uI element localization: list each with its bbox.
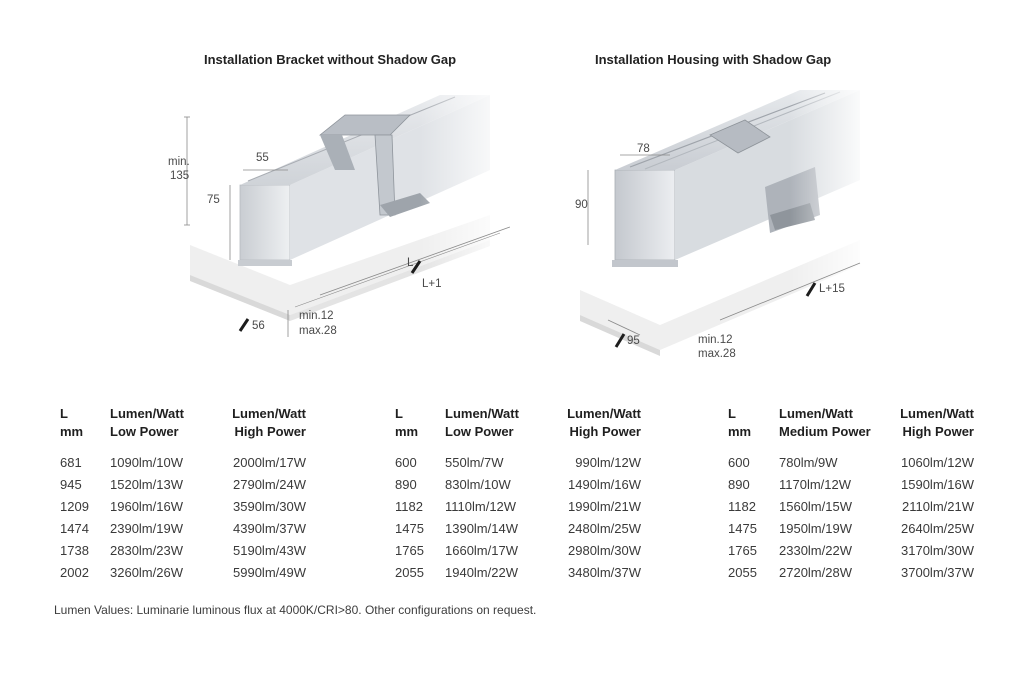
profile-width-dim: 55 <box>256 152 269 164</box>
table-cell: 2720lm/28W <box>779 565 852 580</box>
housing-width-dim: 78 <box>637 143 650 155</box>
col-header-high-power: Lumen/Watt High Power <box>900 406 974 439</box>
lumen-table-3 <box>728 405 988 595</box>
table-cell: 2002 <box>60 565 89 580</box>
table-cell: 890 <box>395 477 417 492</box>
housing-height-dim: 90 <box>575 199 588 211</box>
table-cell: 1765 <box>395 543 424 558</box>
table-cell: 681 <box>60 455 82 470</box>
footnote: Lumen Values: Luminarie luminous flux at 4000K/CRI>80. Other configurations on request. <box>54 603 537 617</box>
table-cell: 1960lm/16W <box>110 499 183 514</box>
table-cell: 2640lm/25W <box>901 521 974 536</box>
housing-ceiling-max-dim: max.28 <box>698 348 736 360</box>
table-cell: 1765 <box>728 543 757 558</box>
length-dim: L <box>407 257 414 269</box>
table-cell: 1520lm/13W <box>110 477 183 492</box>
ceiling-max-dim: max.28 <box>299 325 337 337</box>
col-header-high-power: Lumen/Watt High Power <box>232 406 306 439</box>
table-cell: 780lm/9W <box>779 455 838 470</box>
table-cell: 1110lm/12W <box>445 499 517 514</box>
table-cell: 1590lm/16W <box>901 477 974 492</box>
table-cell: 1060lm/12W <box>901 455 974 470</box>
table-cell: 600 <box>395 455 417 470</box>
housing-installation-diagram <box>570 75 870 360</box>
profile-height-dim: 75 <box>207 194 220 206</box>
col-header-high-power: Lumen/Watt High Power <box>567 406 641 439</box>
table-cell: 1475 <box>395 521 424 536</box>
housing-ceiling-min-dim: min.12 <box>698 334 733 346</box>
table-cell: 2000lm/17W <box>233 455 306 470</box>
table-cell: 990lm/12W <box>575 455 641 470</box>
table-cell: 945 <box>60 477 82 492</box>
housing-cutout-width-dim: 95 <box>627 335 640 347</box>
table-cell: 1170lm/12W <box>779 477 852 492</box>
table-cell: 830lm/10W <box>445 477 511 492</box>
col-header-medium-power: Lumen/Watt Medium Power <box>779 406 871 439</box>
ceiling-min-dim: min.12 <box>299 310 334 322</box>
table-cell: 1390lm/14W <box>445 521 518 536</box>
table-cell: 5190lm/43W <box>233 543 306 558</box>
table-cell: 2980lm/30W <box>568 543 641 558</box>
table-cell: 3170lm/30W <box>901 543 974 558</box>
col-header-low-power: Lumen/Watt Low Power <box>110 406 184 439</box>
lumen-table-1 <box>60 405 320 595</box>
bracket-installation-diagram <box>170 75 510 350</box>
table-cell: 1474 <box>60 521 89 536</box>
table-cell: 3260lm/26W <box>110 565 183 580</box>
table-cell: 3480lm/37W <box>568 565 641 580</box>
col-header-length: L mm <box>60 406 84 439</box>
table-cell: 5990lm/49W <box>233 565 306 580</box>
table-cell: 2055 <box>395 565 424 580</box>
table-cell: 2830lm/23W <box>110 543 183 558</box>
table-cell: 600 <box>728 455 750 470</box>
col-header-length: L mm <box>728 406 752 439</box>
table-cell: 3590lm/30W <box>233 499 306 514</box>
cutout-width-dim: 56 <box>252 320 265 332</box>
table-cell: 890 <box>728 477 750 492</box>
table-cell: 1560lm/15W <box>779 499 852 514</box>
table-cell: 1990lm/21W <box>568 499 641 514</box>
table-cell: 1940lm/22W <box>445 565 518 580</box>
table-cell: 2330lm/22W <box>779 543 852 558</box>
table-cell: 1090lm/10W <box>110 455 183 470</box>
table-cell: 2055 <box>728 565 757 580</box>
table-cell: 4390lm/37W <box>233 521 306 536</box>
table-cell: 1950lm/19W <box>779 521 852 536</box>
table-cell: 1209 <box>60 499 89 514</box>
table-cell: 1660lm/17W <box>445 543 518 558</box>
table-cell: 2790lm/24W <box>233 477 306 492</box>
col-header-length: L mm <box>395 406 419 439</box>
right-figure-title: Installation Housing with Shadow Gap <box>595 52 832 67</box>
left-figure-title: Installation Bracket without Shadow Gap <box>204 52 457 67</box>
table-cell: 2390lm/19W <box>110 521 183 536</box>
lumen-table-2 <box>395 405 655 595</box>
min-label: min. <box>168 156 190 168</box>
col-header-low-power: Lumen/Watt Low Power <box>445 406 519 439</box>
table-cell: 550lm/7W <box>445 455 504 470</box>
cutout-length-dim: L+1 <box>422 278 442 290</box>
table-cell: 1182 <box>395 499 423 514</box>
housing-cutout-length-dim: L+15 <box>819 283 845 295</box>
table-cell: 3700lm/37W <box>901 565 974 580</box>
table-cell: 2480lm/25W <box>568 521 641 536</box>
table-cell: 1475 <box>728 521 757 536</box>
table-cell: 2110lm/21W <box>901 499 974 514</box>
table-cell: 1490lm/16W <box>568 477 641 492</box>
table-cell: 1182 <box>728 499 756 514</box>
min-height-value: 135 <box>170 170 190 182</box>
table-cell: 1738 <box>60 543 89 558</box>
